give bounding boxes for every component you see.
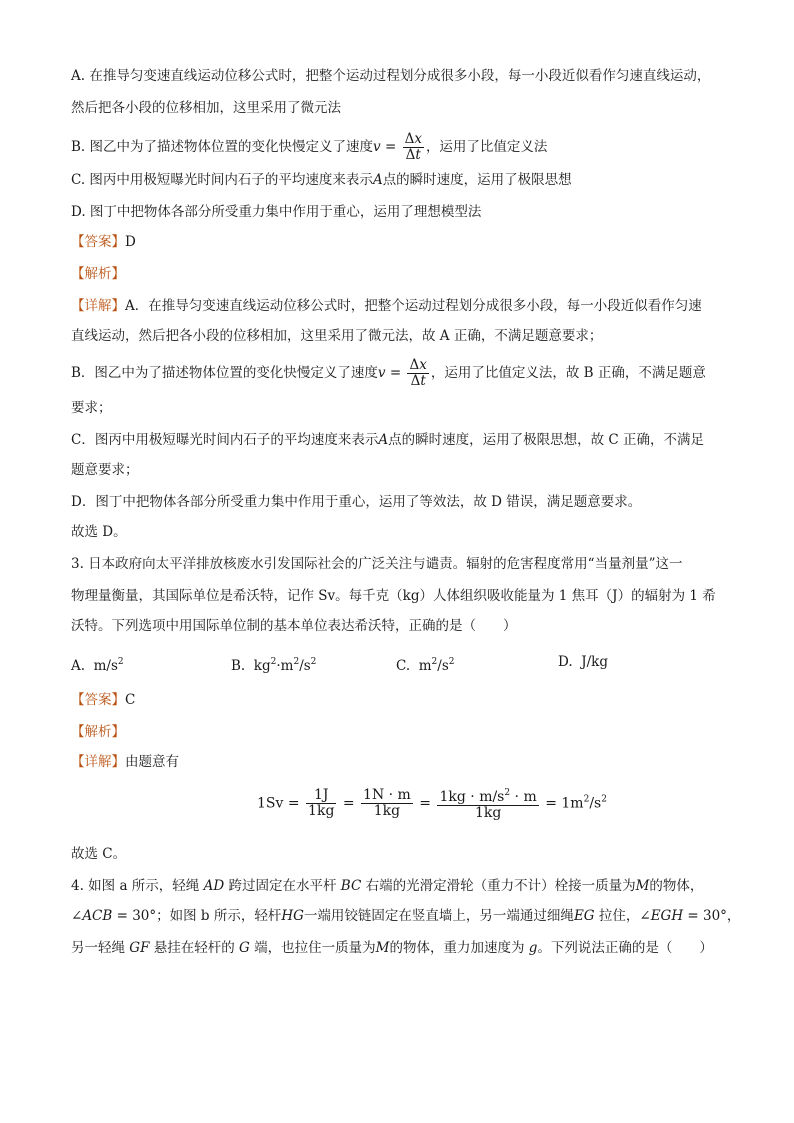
- q2-option-c: C. 图丙中用极短曝光时间内石子的平均速度来表示A点的瞬时速度，运用了极限思想: [71, 172, 572, 188]
- q3-line3: 沃特。下列选项中用国际单位制的基本单位表达希沃特，正确的是（ ）: [71, 618, 517, 634]
- q3-option-a: A. $m/s^2$: [71, 657, 124, 674]
- q2-choose: 故选 D。: [71, 524, 127, 540]
- q2-detail-4: 要求；: [71, 400, 112, 416]
- q2-option-d: D. 图丁中把物体各部分所受重力集中作用于重心，运用了理想模型法: [71, 204, 482, 220]
- q2-detail-5: C．图丙中用极短曝光时间内石子的平均速度来表示A点的瞬时速度，运用了极限思想，故 C 正确，不满足: [71, 432, 705, 448]
- velocity-fraction: $\frac{\Delta x}{\Delta t}$: [404, 131, 422, 163]
- q3-answer: 【答案】C: [71, 692, 136, 708]
- velocity-fraction-2: $\frac{\Delta x}{\Delta t}$: [409, 357, 427, 389]
- q2-option-b: B. 图乙中为了描述物体位置的变化快慢定义了速度v = $\frac{\Delta x}{\Delta t}$ ，运用了比值定义法: [71, 131, 548, 163]
- q3-option-d: D. J/kg: [558, 654, 609, 670]
- q3-option-b: B. $kg^2\cdot m^2/s^2$: [231, 657, 317, 674]
- q3-formula: 1Sv = $\frac{1J}{1kg}$ = $\frac{1N \cdot m}{1kg}$ = $\frac{1kg \cdot m/s^2 \cdot m}{1kg}$ = $1m^2/s^2$: [257, 787, 607, 821]
- q2-answer: 【答案】D: [71, 234, 136, 250]
- q3-option-c: C. $m^2/s^2$: [396, 657, 455, 674]
- q4-line2: ∠ACB = 30°；如图 b 所示，轻杆HG一端用铰链固定在竖直墙上，另一端通过细绳EG 拉住，∠EGH = 30°，: [71, 908, 741, 924]
- q2-option-a-line1: A. 在推导匀变速直线运动位移公式时，把整个运动过程划分成很多小段，每一小段近似看作匀速直线运动，: [71, 68, 711, 84]
- q2-detail-7: D．图丁中把物体各部分所受重力集中作用于重心，运用了等效法，故 D 错误，满足题意要求。: [71, 494, 642, 510]
- q2-detail-1: 【详解】A．在推导匀变速直线运动位移公式时，把整个运动过程划分成很多小段，每一小段近似看作匀速: [71, 298, 702, 314]
- q4-line3: 另一轻绳 GF 悬挂在轻杆的 G 端，也拉住一质量为M的物体，重力加速度为 g。下列说法正确的是（ ）: [71, 940, 713, 956]
- q3-line2: 物理量衡量，其国际单位是希沃特，记作 Sv。每千克（kg）人体组织吸收能量为 1 焦耳（J）的辐射为 1 希: [71, 588, 716, 604]
- q3-line1: 3. 日本政府向太平洋排放核废水引发国际社会的广泛关注与谴责。辐射的危害程度常用“当量剂量”这一: [71, 556, 683, 572]
- q2-detail-3: B．图乙中为了描述物体位置的变化快慢定义了速度v = $\frac{\Delta x}{\Delta t}$ ，运用了比值定义法，故 B 正确，不满足题意: [71, 357, 706, 389]
- q3-detail: 【详解】由题意有: [71, 754, 179, 770]
- q3-analysis-label: 【解析】: [71, 724, 125, 740]
- q2-detail-2: 直线运动，然后把各小段的位移相加，这里采用了微元法，故 A 正确，不满足题意要求；: [71, 328, 603, 344]
- q2-analysis-label: 【解析】: [71, 266, 125, 282]
- q2-option-a-line2: 然后把各小段的位移相加，这里采用了微元法: [71, 100, 341, 116]
- q2-detail-6: 题意要求；: [71, 462, 139, 478]
- q3-choose: 故选 C。: [71, 846, 127, 862]
- q4-line1: 4. 如图 a 所示，轻绳 AD 跨过固定在水平杆 BC 右端的光滑定滑轮（重力不计）栓接一质量为M的物体，: [71, 878, 704, 894]
